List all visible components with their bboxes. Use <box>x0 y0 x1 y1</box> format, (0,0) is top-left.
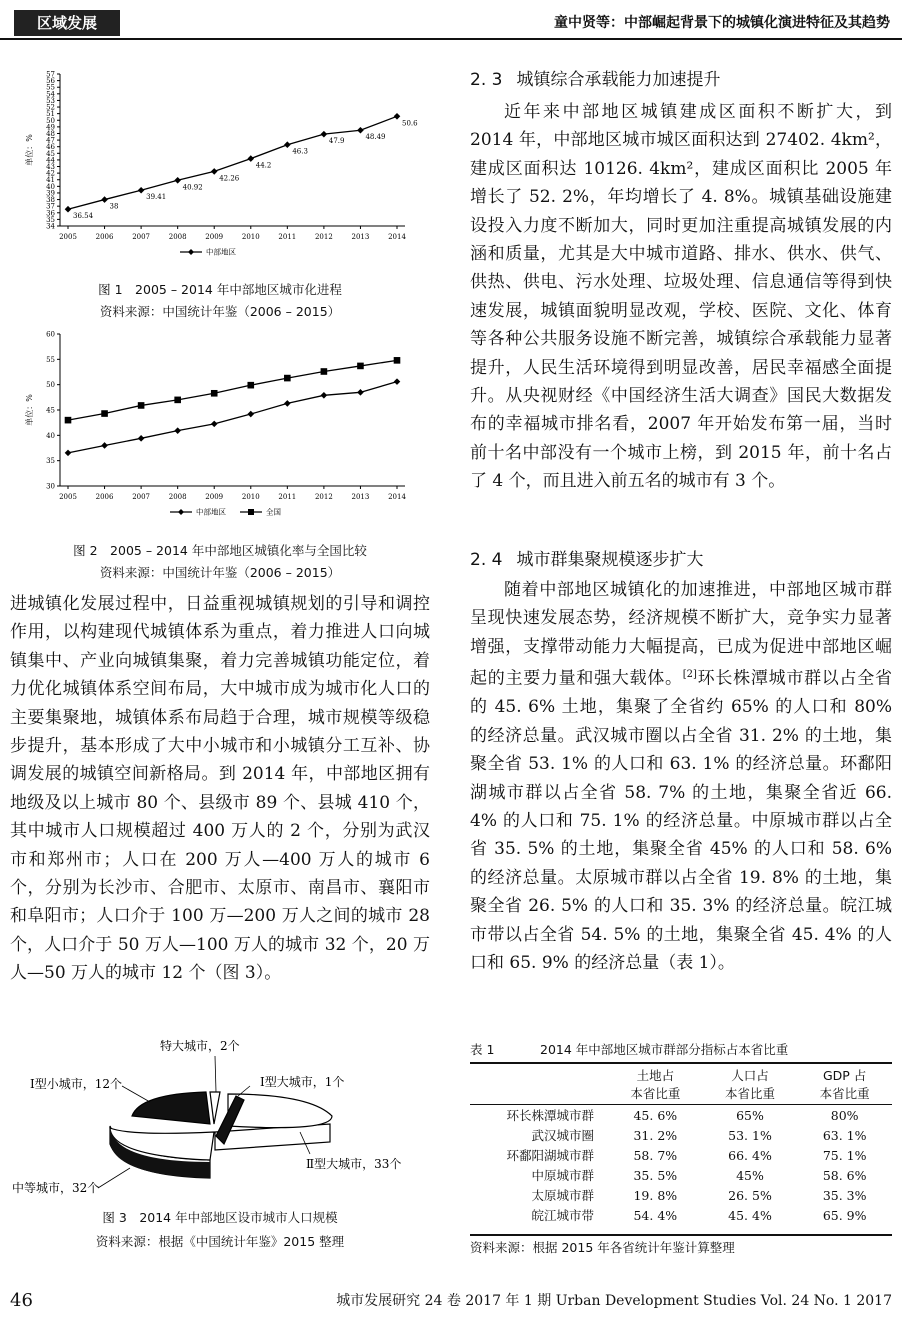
col-header-land: 土地占 本省比重 <box>630 1068 681 1101</box>
section-2-3-heading <box>470 66 892 94</box>
pie-body <box>110 1092 332 1178</box>
legend-marker <box>178 509 184 515</box>
data-point <box>65 206 72 213</box>
pie-slice-small1 <box>132 1092 210 1124</box>
table-title: 2014 年中部地区城市群部分指标占本省比重 <box>540 1042 789 1057</box>
x-tick-label: 2006 <box>95 493 114 501</box>
table-cell: 66. 4% <box>728 1147 772 1163</box>
x-tick-label: 2010 <box>241 493 260 501</box>
data-label: 40.92 <box>182 183 203 192</box>
data-point <box>357 363 364 370</box>
table-cell: 26. 5% <box>728 1187 772 1203</box>
y-tick-label: 51 <box>46 110 55 119</box>
section-title: 城市群集聚规模逐步扩大 <box>516 550 704 570</box>
data-point <box>321 368 328 375</box>
col-header-gdp: GDP 占 本省比重 <box>819 1068 870 1101</box>
data-point <box>138 402 145 409</box>
section-number: 2. 4 <box>470 550 503 570</box>
table-cell: 31. 2% <box>633 1127 678 1143</box>
table-1-title-row <box>470 1040 892 1058</box>
section-2-3-text: 近年来中部地区城镇建成区面积不断扩大，到 2014 年，中部地区城市城区面积达到 27402. 4km²，建成区面积达 10126. 4km²，建成区面积比 2005 年增长了 52. 2%，年均增长了 4. 8%。城镇基础设施建设投入力度不断加大，同时更加注重提高城镇发展的内涵和质量，尤其是大中城市道路、排水、供水、供气、供热、供电、污水处理、垃圾处理、信息通信等得到快速发展，城镇面貌明显改观，学校、医院、文化、体育等各种公共服务设施不断完善，城镇综合承载能力显著提升，人民生活环境得到明显改善，居民幸福感全面提升。从央视财经《中国经济生活大调查》国民大数据发布的幸福城市排名看，2007 年开始发布第一届，当时前十名中部没有一个城市上榜，到 2015 年，前十名占了 4 个，而且进入前五名的城市有 3 个。 <box>470 102 892 492</box>
x-tick-label: 2009 <box>205 233 224 241</box>
x-tick-label: 2005 <box>59 233 77 241</box>
y-tick-label: 56 <box>46 77 55 86</box>
header-rule <box>0 38 902 40</box>
y-tick-label: 35 <box>46 457 55 466</box>
y-tick-label: 47 <box>46 136 55 145</box>
data-point <box>138 435 145 442</box>
pie-slice-mega <box>210 1092 220 1124</box>
table-cell: 45. 6% <box>633 1107 678 1123</box>
legend-marker <box>248 509 254 515</box>
section-2-4-heading <box>470 546 892 574</box>
table-header-row <box>470 1066 892 1105</box>
series-line <box>68 360 397 420</box>
data-label: 36.54 <box>73 212 94 221</box>
data-label: 44.2 <box>255 161 272 170</box>
y-tick-label: 49 <box>46 123 55 132</box>
table-cell-name: 武汉城市圈 <box>531 1128 594 1143</box>
data-point <box>394 113 401 120</box>
data-point <box>284 141 291 148</box>
figure-1-source: 资料来源：中国统计年鉴（2006 – 2015） <box>99 304 341 319</box>
data-point <box>174 427 181 434</box>
data-point <box>247 155 254 162</box>
data-point <box>284 375 291 382</box>
table-row <box>470 1185 892 1205</box>
x-tick-label: 2011 <box>278 493 297 501</box>
y-tick-label: 40 <box>46 431 55 440</box>
table-cell-name: 中原城市群 <box>531 1168 594 1183</box>
x-tick-label: 2007 <box>132 493 151 501</box>
y-tick-label: 35 <box>46 215 55 224</box>
table-cell: 35. 3% <box>822 1187 867 1203</box>
x-tick-label: 2008 <box>168 233 187 241</box>
journal-footer: 城市发展研究 24 卷 2017 年 1 期 Urban Development Studies Vol. 24 No. 1 2017 <box>336 1293 892 1309</box>
table-bottom-rule <box>470 1234 892 1236</box>
x-tick-label: 2007 <box>132 233 151 241</box>
data-point <box>174 397 181 404</box>
table-cell: 63. 1% <box>822 1127 867 1143</box>
data-label: 47.9 <box>328 137 345 146</box>
data-point <box>174 177 181 184</box>
data-point <box>321 131 328 138</box>
table-row <box>470 1125 892 1145</box>
legend-marker <box>188 249 194 255</box>
table-cell: 58. 7% <box>633 1147 678 1163</box>
y-tick-label: 34 <box>46 222 55 231</box>
y-tick-label: 57 <box>46 70 55 79</box>
y-tick-label: 40 <box>46 182 55 191</box>
table-row <box>470 1105 892 1126</box>
table-label: 表 1 <box>470 1042 495 1057</box>
data-label: 46.3 <box>292 147 308 156</box>
section-2-4-text <box>470 576 892 977</box>
y-axis-label: 单位：% <box>25 134 34 166</box>
y-axis-label: 单位：% <box>25 394 34 426</box>
data-label: 42.26 <box>219 174 240 183</box>
y-tick-label: 55 <box>46 83 55 92</box>
section-2-4-text-b: 环长株潭城市群以占全省的 45. 6% 土地，集聚了全省约 65% 的人口和 80% 的经济总量。武汉城市圈以占全省 31. 2% 的土地，集聚全省 53. 1% 的人口和 63. 1% 的经济总量。环鄱阳湖城市群以占全省 58. 7% 的土地，集聚全省近 66. 4% 的人口和 75. 1% 的经济总量。中原城市群以占全省 35. 5% 的土地，集聚全省 45% 的人口和 58. 6% 的经济总量。太原城市群以占全省 19. 8% 的土地，集聚全省 26. 5% 的人口和 35. 3% 的经济总量。皖江城市带以占全省 54. 5% 的土地，集聚全省 45. 4% 的人口和 65. 9% 的经济总量（表 1）。 <box>470 668 893 973</box>
figure-2-source: 资料来源：中国统计年鉴（2006 – 2015） <box>99 565 341 580</box>
pie-label-medium: 中等城市，32个 <box>12 1181 100 1195</box>
left-body-text: 进城镇化发展过程中，日益重视城镇规划的引导和调控作用，以构建现代城镇体系为重点，着力推进人口向城镇集中、产业向城镇集聚，着力完善城镇功能定位，着力优化城镇体系空间布局，大中城市成为城市化人口的主要集聚地，城镇体系布局趋于合理，城市规模等级稳步提升，基本形成了大中小城市和小城镇分工互补、协调发展的城镇空间新格局。到 2014 年，中部地区拥有地级及以上城市 80 个、县级市 89 个、县城 410 个，其中城市人口规模超过 400 万人的 2 个，分别为武汉市和郑州市；人口在 200 万人—400 万人的城市 6 个，分别为长沙市、合肥市、太原市、南昌市、襄阳市和阜阳市；人口介于 100 万—200 万人之间的城市 28 个，人口介于 50 万人—100 万人的城市 32 个，20 万人—50 万人的城市 12 个（图 3）。 <box>10 594 430 984</box>
data-point <box>394 378 401 385</box>
x-tick-label: 2012 <box>314 493 333 501</box>
y-tick-label: 37 <box>46 202 55 211</box>
data-point <box>211 168 218 175</box>
y-tick-label: 44 <box>46 156 55 165</box>
table-cell: 54. 4% <box>633 1207 678 1223</box>
running-title: 童中贤等：中部崛起背景下的城镇化演进特征及其趋势 <box>554 15 890 31</box>
data-point <box>357 389 364 396</box>
x-tick-label: 2008 <box>168 493 187 501</box>
data-point <box>394 357 401 364</box>
table-cell-name: 皖江城市带 <box>531 1208 594 1223</box>
y-tick-label: 50 <box>46 116 55 125</box>
data-point <box>101 410 108 417</box>
pie-slice-large2 <box>228 1094 332 1128</box>
table-cell-name: 太原城市群 <box>531 1188 594 1203</box>
data-point <box>247 411 254 418</box>
figure-1-caption: 图 1 2005 – 2014 年中部地区城市化进程 <box>98 282 342 297</box>
x-tick-label: 2011 <box>278 233 297 241</box>
table-row <box>470 1205 892 1225</box>
data-point <box>211 421 218 428</box>
figure-3-pie-chart <box>10 1036 430 1196</box>
pie-label-large1: Ⅰ型大城市，1个 <box>260 1075 345 1089</box>
section-number: 2. 3 <box>470 70 503 90</box>
table-cell: 65. 9% <box>822 1207 867 1223</box>
table-1-source: 资料来源：根据 2015 年各省统计年鉴计算整理 <box>470 1240 735 1255</box>
y-tick-label: 52 <box>46 103 55 112</box>
table-cell: 45% <box>736 1167 764 1183</box>
table-cell: 58. 6% <box>822 1167 867 1183</box>
y-tick-label: 53 <box>46 96 55 105</box>
data-point <box>65 417 72 424</box>
table-top-rule <box>470 1062 892 1064</box>
table-cell-name: 环鄱阳湖城市群 <box>506 1148 594 1163</box>
data-point <box>247 382 254 389</box>
y-tick-label: 42 <box>46 169 55 178</box>
table-cell: 80% <box>830 1107 859 1123</box>
y-tick-label: 54 <box>46 90 55 99</box>
figure-3-source: 资料来源：根据《中国统计年鉴》2015 整理 <box>95 1234 345 1249</box>
y-tick-label: 45 <box>46 149 55 158</box>
figure-3-caption: 图 3 2014 年中部地区设市城市人口规模 <box>102 1210 338 1225</box>
data-point <box>65 450 72 457</box>
table-cell: 45. 4% <box>728 1207 772 1223</box>
data-point <box>357 127 364 134</box>
y-tick-label: 38 <box>46 196 55 205</box>
y-tick-label: 39 <box>46 189 55 198</box>
data-label: 38 <box>109 202 119 211</box>
x-tick-label: 2006 <box>95 233 114 241</box>
x-tick-label: 2005 <box>59 493 77 501</box>
section-2-4-text-a: 随着中部地区城镇化的加速推进，中部地区城市群呈现快速发展态势，经济规模不断扩大，竞争实力显著增强，支撑带动能力大幅提高，已成为促进中部地区崛起的主要力量和强大载体。 <box>470 580 892 689</box>
x-tick-label: 2013 <box>351 493 370 501</box>
series-line <box>68 382 397 453</box>
pie-label-mega: 特大城市，2个 <box>160 1039 240 1053</box>
y-tick-label: 45 <box>46 406 55 415</box>
data-point <box>321 392 328 399</box>
legend-label: 全国 <box>266 507 281 517</box>
table-cell: 75. 1% <box>822 1147 867 1163</box>
data-point <box>101 196 108 203</box>
page-number: 46 <box>10 1290 33 1311</box>
data-label: 39.41 <box>146 193 167 202</box>
legend-label: 中部地区 <box>206 247 236 257</box>
y-tick-label: 43 <box>46 163 55 172</box>
legend-label: 中部地区 <box>196 507 226 517</box>
table-cell: 53. 1% <box>728 1127 772 1143</box>
y-tick-label: 30 <box>46 482 55 491</box>
x-tick-label: 2014 <box>388 233 406 241</box>
data-point <box>284 400 291 407</box>
table-cell: 35. 5% <box>633 1167 678 1183</box>
figure-1-chart <box>20 66 420 266</box>
table-row <box>470 1165 892 1185</box>
x-tick-label: 2010 <box>241 233 260 241</box>
y-tick-label: 55 <box>46 355 55 364</box>
figure-2-caption: 图 2 2005 – 2014 年中部地区城镇化率与全国比较 <box>73 543 367 558</box>
y-tick-label: 60 <box>46 330 55 339</box>
table-1 <box>470 1066 892 1225</box>
y-tick-label: 46 <box>46 143 55 152</box>
citation-ref: [2] <box>682 669 697 681</box>
table-cell: 19. 8% <box>633 1187 678 1203</box>
y-tick-label: 36 <box>46 209 55 218</box>
x-tick-label: 2013 <box>351 233 370 241</box>
section-tag: 区域发展 <box>14 10 120 36</box>
data-point <box>211 390 218 397</box>
figure-2-chart <box>20 326 420 526</box>
table-cell-name: 环长株潭城市群 <box>506 1108 594 1123</box>
y-tick-label: 50 <box>46 381 55 390</box>
x-tick-label: 2012 <box>314 233 333 241</box>
data-label: 50.6 <box>402 119 418 128</box>
data-point <box>101 442 108 449</box>
pie-label-large2: Ⅱ型大城市，33个 <box>306 1157 402 1171</box>
pie-label-small1: Ⅰ型小城市，12个 <box>30 1077 123 1091</box>
table-cell: 65% <box>736 1107 764 1123</box>
x-tick-label: 2009 <box>205 493 224 501</box>
table-row <box>470 1145 892 1165</box>
series-line <box>68 116 397 209</box>
y-tick-label: 48 <box>46 129 55 138</box>
data-point <box>138 187 145 194</box>
y-tick-label: 41 <box>46 176 55 185</box>
data-label: 48.49 <box>365 133 386 142</box>
col-header-pop: 人口占 本省比重 <box>724 1068 775 1101</box>
x-tick-label: 2014 <box>388 493 406 501</box>
section-title: 城镇综合承载能力加速提升 <box>516 70 721 90</box>
